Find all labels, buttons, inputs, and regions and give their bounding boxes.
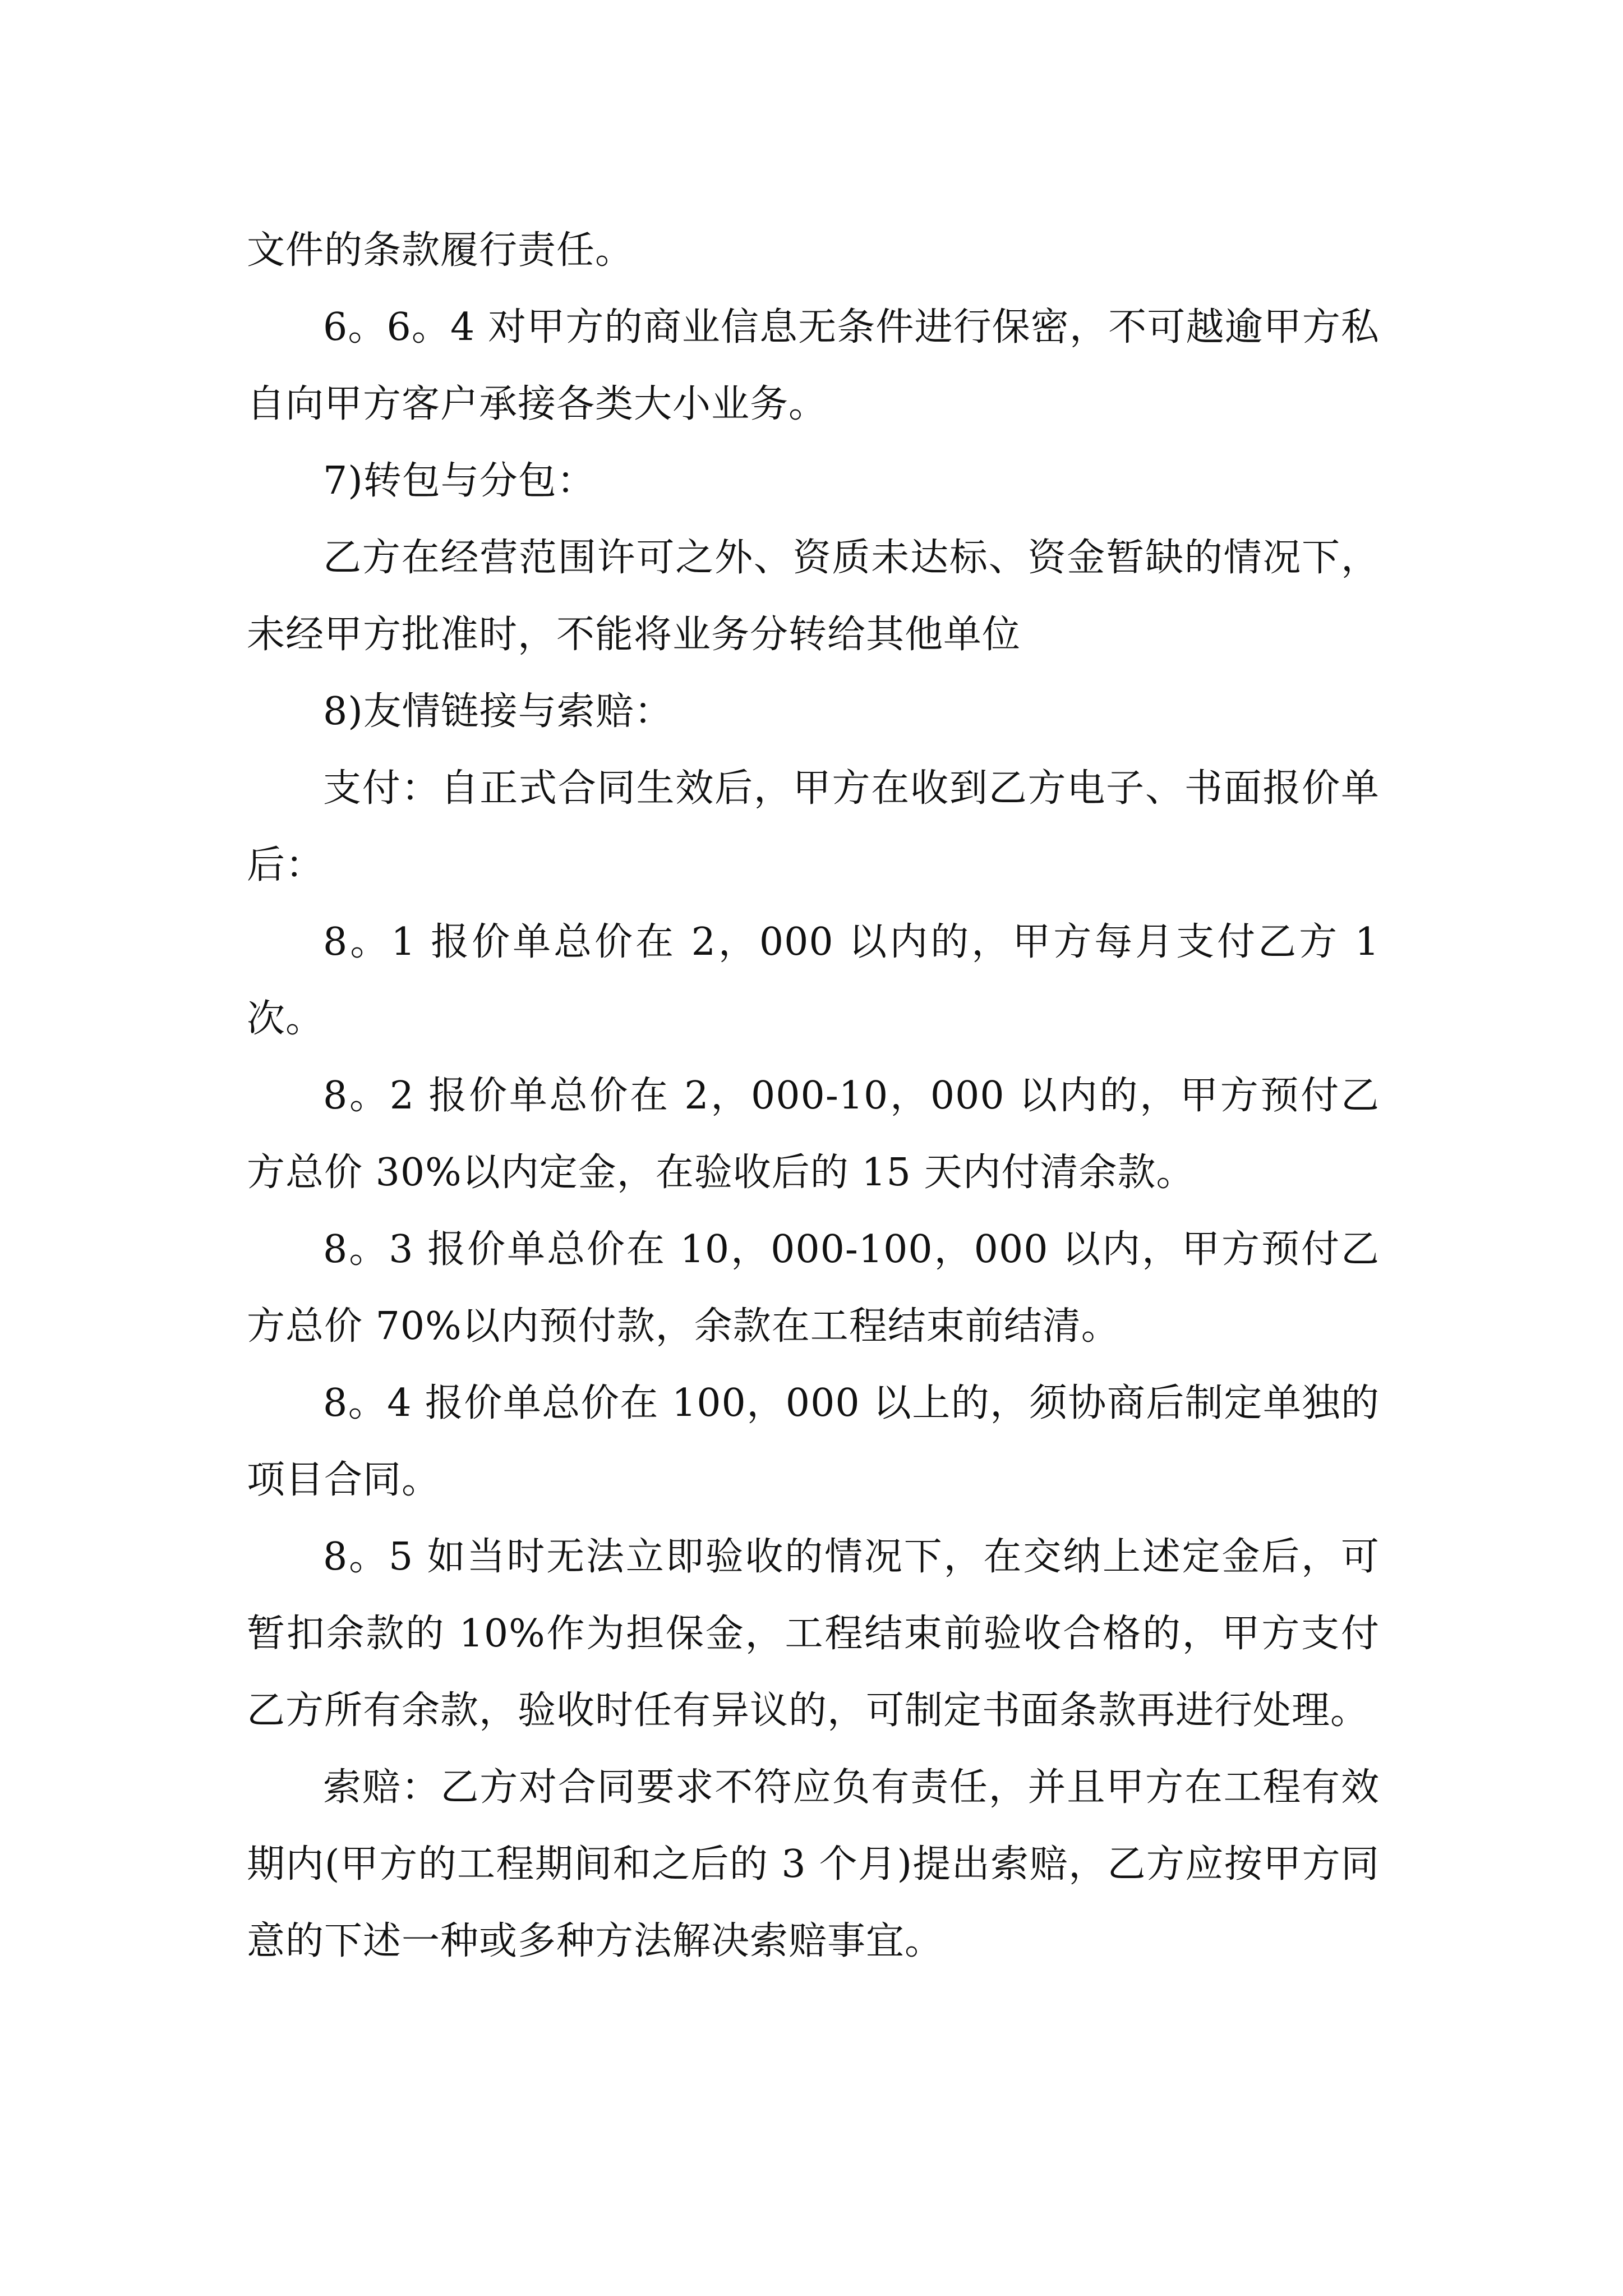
paragraph-clause-continuation: 文件的条款履行责任。 xyxy=(247,228,634,273)
paragraph-clause-6-6-4: 6。6。4 对甲方的商业信息无条件进行保密，不可越逾甲方私自向甲方客户承接各类大小业务。 xyxy=(247,305,1380,426)
paragraph-clause-8-1: 8。1 报价单总价在 2，000 以内的，甲方每月支付乙方 1 次。 xyxy=(247,920,1380,1041)
paragraph-clause-8-3: 8。3 报价单总价在 10，000-100，000 以内，甲方预付乙方总价 70%以内预付款，余款在工程结束前结清。 xyxy=(247,1227,1380,1349)
paragraph-payment: 支付：自正式合同生效后，甲方在收到乙方电子、书面报价单后： xyxy=(247,766,1380,887)
paragraph-clause-8-5: 8。5 如当时无法立即验收的情况下，在交纳上述定金后，可暂扣余款的 10%作为担保金，工程结束前验收合格的，甲方支付乙方所有余款，验收时任有异议的，可制定书面条款再进行处理。 xyxy=(247,1535,1380,1733)
section-heading-subcontracting: 7)转包与分包： xyxy=(323,459,596,503)
paragraph-subcontracting: 乙方在经营范围许可之外、资质未达标、资金暂缺的情况下，未经甲方批准时，不能将业务分转给其他单位 xyxy=(247,536,1380,657)
paragraph-clause-8-4: 8。4 报价单总价在 100，000 以上的，须协商后制定单独的项目合同。 xyxy=(247,1381,1380,1502)
paragraph-clause-8-2: 8。2 报价单总价在 2，000-10，000 以内的，甲方预付乙方总价 30%以内定金，在验收后的 15 天内付清余款。 xyxy=(247,1074,1380,1195)
paragraph-claims: 索赔：乙方对合同要求不符应负有责任，并且甲方在工程有效期内(甲方的工程期间和之后的 3 个月)提出索赔，乙方应按甲方同意的下述一种或多种方法解决索赔事宜。 xyxy=(247,1765,1380,1963)
document-page xyxy=(247,212,1380,1980)
section-heading-payment-claims: 8)友情链接与索赔： xyxy=(323,689,673,734)
